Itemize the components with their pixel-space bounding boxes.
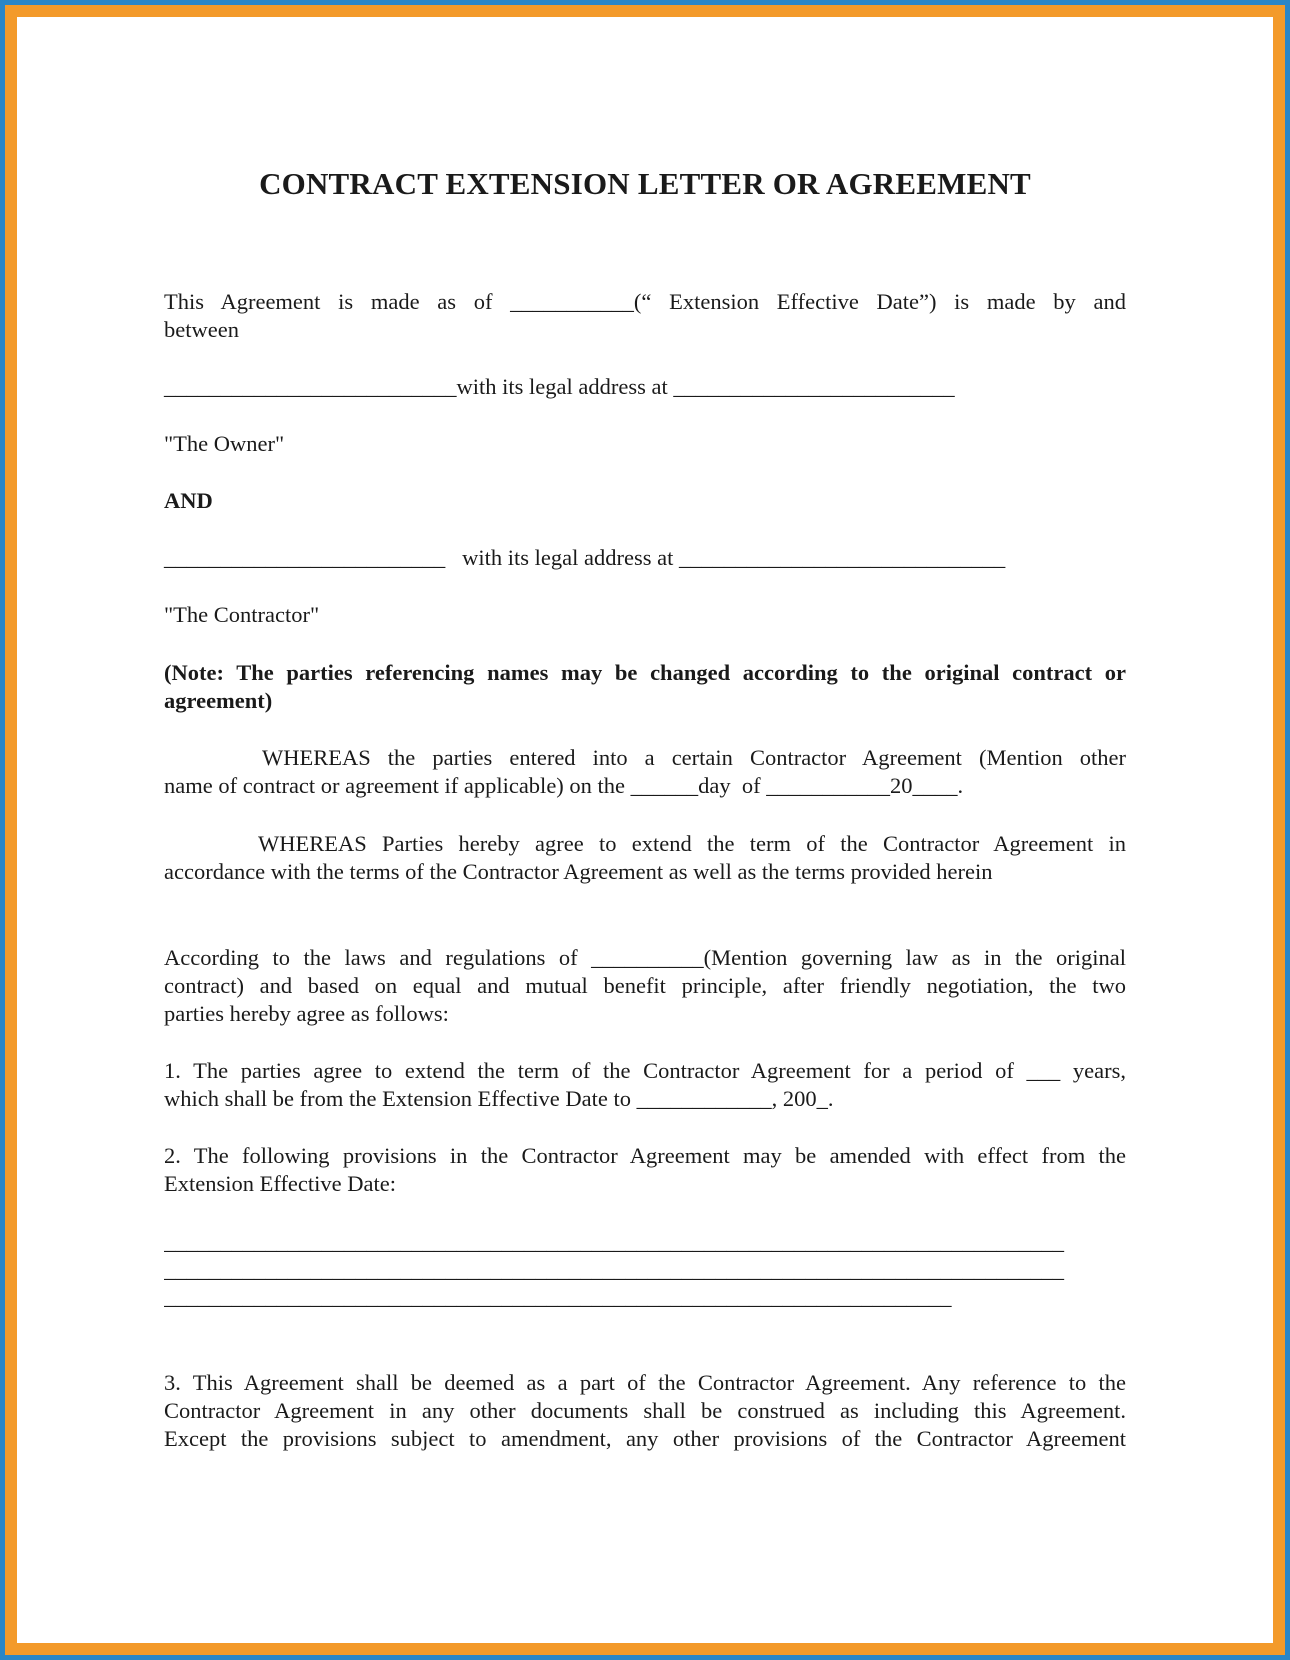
clause-1-line-2: which shall be from the Extension Effective Date to ____________, 200_. bbox=[164, 1086, 834, 1111]
blank-fill-line-2: ________________________________________________________________________________ bbox=[164, 1257, 1064, 1282]
laws-line-2: contract) and based on equal and mutual benefit principle, after friendly negotiation, the two bbox=[164, 973, 1126, 998]
laws-line-3: parties hereby agree as follows: bbox=[164, 1001, 449, 1026]
contractor-party-line: _________________________ with its legal address at _____________________________ bbox=[164, 545, 1006, 570]
laws-line-1: According to the laws and regulations of __________(Mention governing law as in the original bbox=[164, 945, 1126, 970]
blank-fill-line-3: ______________________________________________________________________ bbox=[164, 1284, 952, 1309]
contractor-label: "The Contractor" bbox=[164, 602, 320, 627]
laws-paragraph bbox=[164, 944, 1126, 1028]
clause-2-line-2: Extension Effective Date: bbox=[164, 1171, 396, 1196]
clause-3-line-2: Contractor Agreement in any other documents shall be construed as including this Agreement. bbox=[164, 1398, 1126, 1423]
clause-2-line-1: 2. The following provisions in the Contractor Agreement may be amended with effect from the bbox=[164, 1143, 1126, 1168]
note-paragraph bbox=[164, 659, 1126, 715]
whereas-1-line-1: WHEREAS the parties entered into a certain Contractor Agreement (Mention other bbox=[262, 745, 1126, 770]
blank-fill-line-1: ________________________________________________________________________________ bbox=[164, 1229, 1064, 1254]
whereas-paragraph-2 bbox=[164, 830, 1126, 886]
clause-3-line-1: 3. This Agreement shall be deemed as a part of the Contractor Agreement. Any reference to the bbox=[164, 1370, 1126, 1395]
whereas-2-line-2: accordance with the terms of the Contractor Agreement as well as the terms provided herein bbox=[164, 859, 993, 884]
clause-1-line-1: 1. The parties agree to extend the term of the Contractor Agreement for a period of ___ years, bbox=[164, 1058, 1126, 1083]
owner-party-line: __________________________with its legal address at _________________________ bbox=[164, 374, 955, 399]
document-title: CONTRACT EXTENSION LETTER OR AGREEMENT bbox=[259, 166, 1031, 201]
clause-2 bbox=[164, 1142, 1126, 1198]
clause-3-line-3: Except the provisions subject to amendment, any other provisions of the Contractor Agreement bbox=[164, 1426, 1126, 1451]
clause-1 bbox=[164, 1057, 1126, 1113]
whereas-2-line-1: WHEREAS Parties hereby agree to extend the term of the Contractor Agreement in bbox=[258, 831, 1126, 856]
clause-3 bbox=[164, 1369, 1126, 1453]
note-line-2: agreement) bbox=[164, 688, 273, 713]
whereas-paragraph-1 bbox=[164, 744, 1126, 800]
and-label: AND bbox=[164, 488, 213, 513]
whereas-1-line-2: name of contract or agreement if applicable) on the ______day of ___________20____. bbox=[164, 773, 964, 798]
note-line-1: (Note: The parties referencing names may be changed according to the original contract or bbox=[164, 660, 1126, 685]
owner-label: "The Owner" bbox=[164, 431, 285, 456]
intro-line-1: This Agreement is made as of ___________(“ Extension Effective Date”) is made by and bbox=[164, 289, 1126, 314]
intro-paragraph bbox=[164, 288, 1126, 344]
intro-line-2: between bbox=[164, 317, 239, 342]
